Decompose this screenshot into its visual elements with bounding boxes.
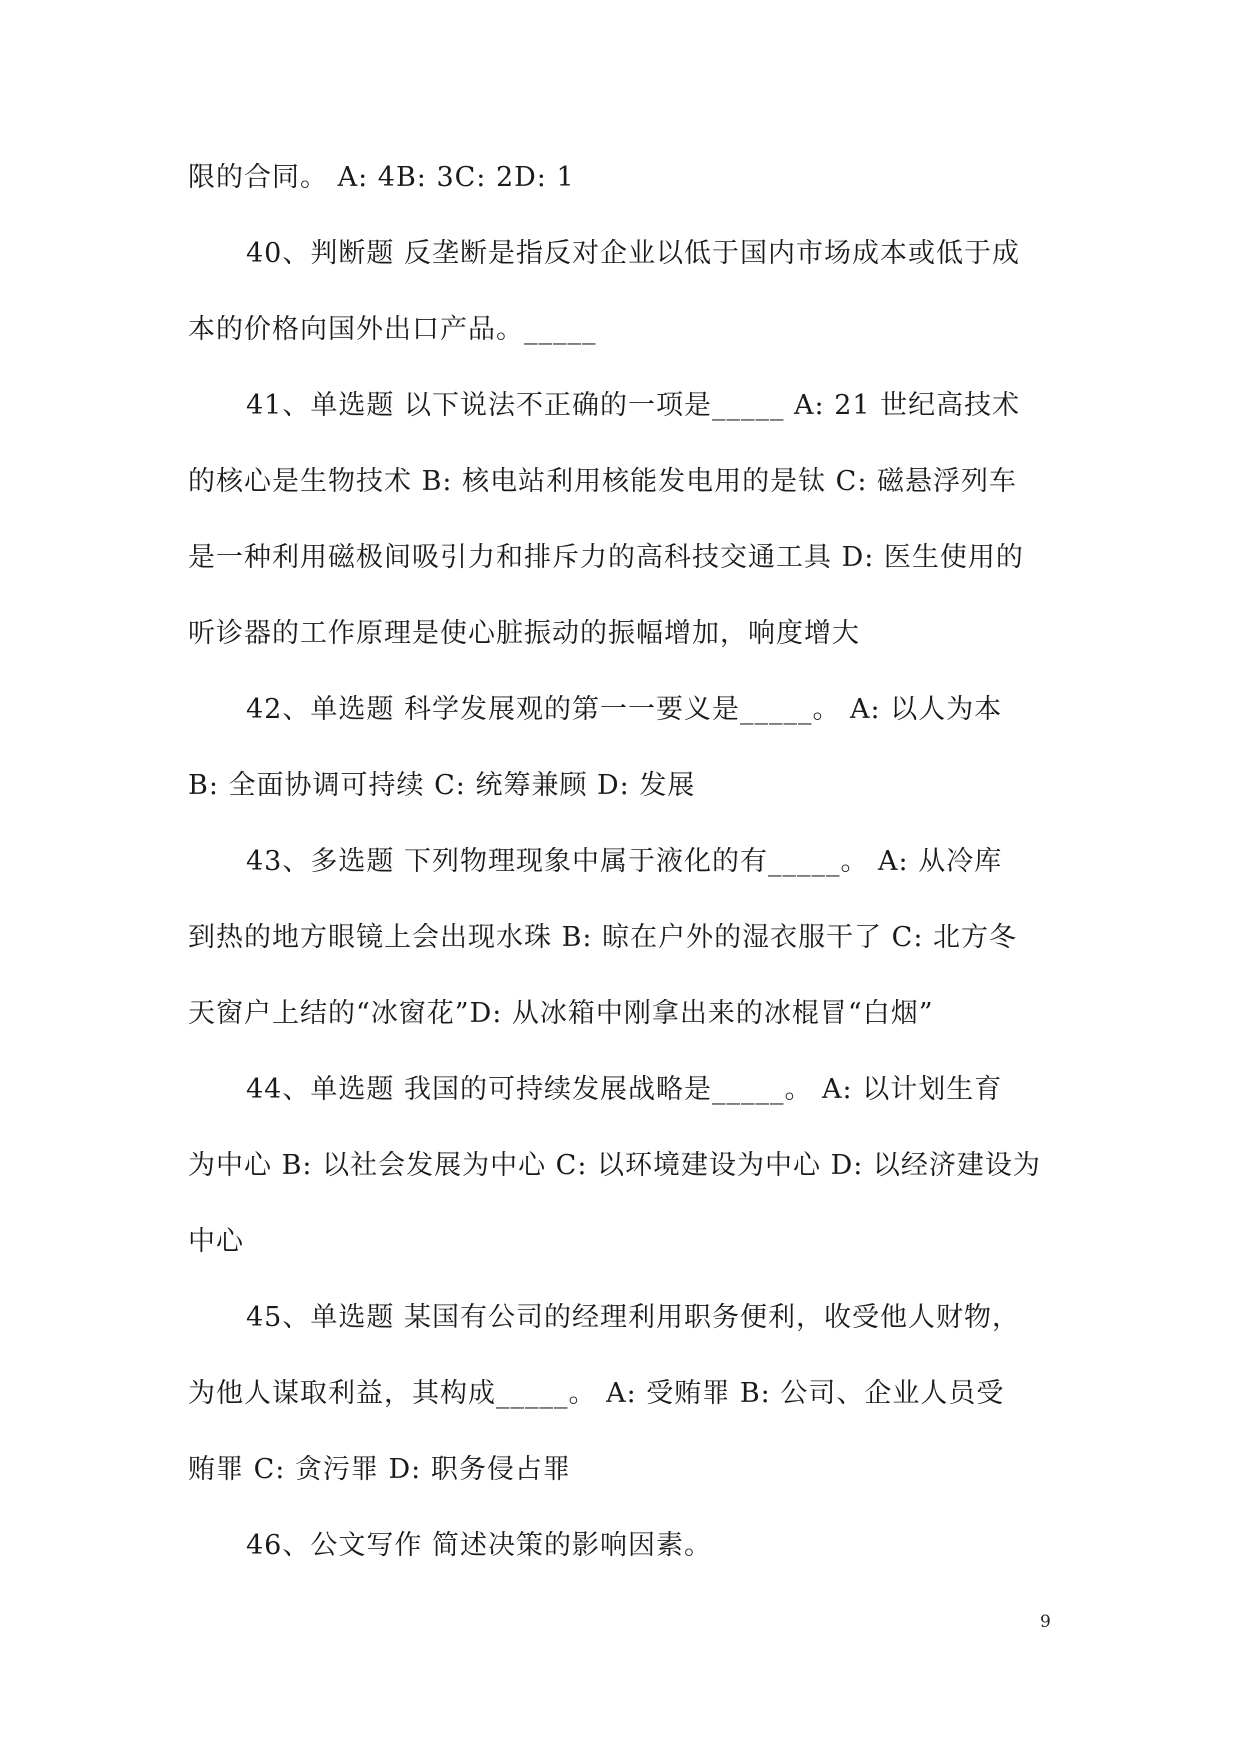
text-line: 为中心 B: 以社会发展为中心 C: 以环境建设为中心 D: 以经济建设为: [188, 1150, 1041, 1181]
text-line: 本的价格向国外出口产品。_____: [188, 314, 597, 345]
text-line: 到热的地方眼镜上会出现水珠 B: 晾在户外的湿衣服干了 C: 北方冬: [188, 922, 1018, 953]
question-46-line: 46、公文写作 简述决策的影响因素。: [246, 1530, 712, 1561]
text-line: 听诊器的工作原理是使心脏振动的振幅增加，响度增大: [188, 618, 860, 649]
document-body: [188, 140, 1058, 1584]
text-line: 限的合同。 A: 4B: 3C: 2D: 1: [188, 162, 575, 193]
text-line: 为他人谋取利益，其构成_____。 A: 受贿罪 B: 公司、企业人员受: [188, 1378, 1005, 1409]
text-line: 贿罪 C: 贪污罪 D: 职务侵占罪: [188, 1454, 571, 1485]
question-44-line: 44、单选题 我国的可持续发展战略是_____。 A: 以计划生育: [246, 1074, 1003, 1105]
question-43-line: 43、多选题 下列物理现象中属于液化的有_____。 A: 从冷库: [246, 846, 1003, 877]
text-line: B: 全面协调可持续 C: 统筹兼顾 D: 发展: [188, 770, 696, 801]
text-line: 的核心是生物技术 B: 核电站利用核能发电用的是钛 C: 磁悬浮列车: [188, 466, 1018, 497]
text-line: 中心: [188, 1226, 244, 1257]
text-line: 是一种利用磁极间吸引力和排斥力的高科技交通工具 D: 医生使用的: [188, 542, 1024, 573]
text-line: 天窗户上结的“冰窗花”D: 从冰箱中刚拿出来的冰棍冒“白烟”: [188, 998, 934, 1029]
question-41-line: 41、单选题 以下说法不正确的一项是_____ A: 21 世纪高技术: [246, 390, 1021, 421]
question-45-line: 45、单选题 某国有公司的经理利用职务便利，收受他人财物，: [246, 1302, 1020, 1333]
page-number: 9: [1040, 1612, 1051, 1632]
question-40-line: 40、判断题 反垄断是指反对企业以低于国内市场成本或低于成: [246, 238, 1020, 269]
question-42-line: 42、单选题 科学发展观的第一一要义是_____。 A: 以人为本: [246, 694, 1003, 725]
